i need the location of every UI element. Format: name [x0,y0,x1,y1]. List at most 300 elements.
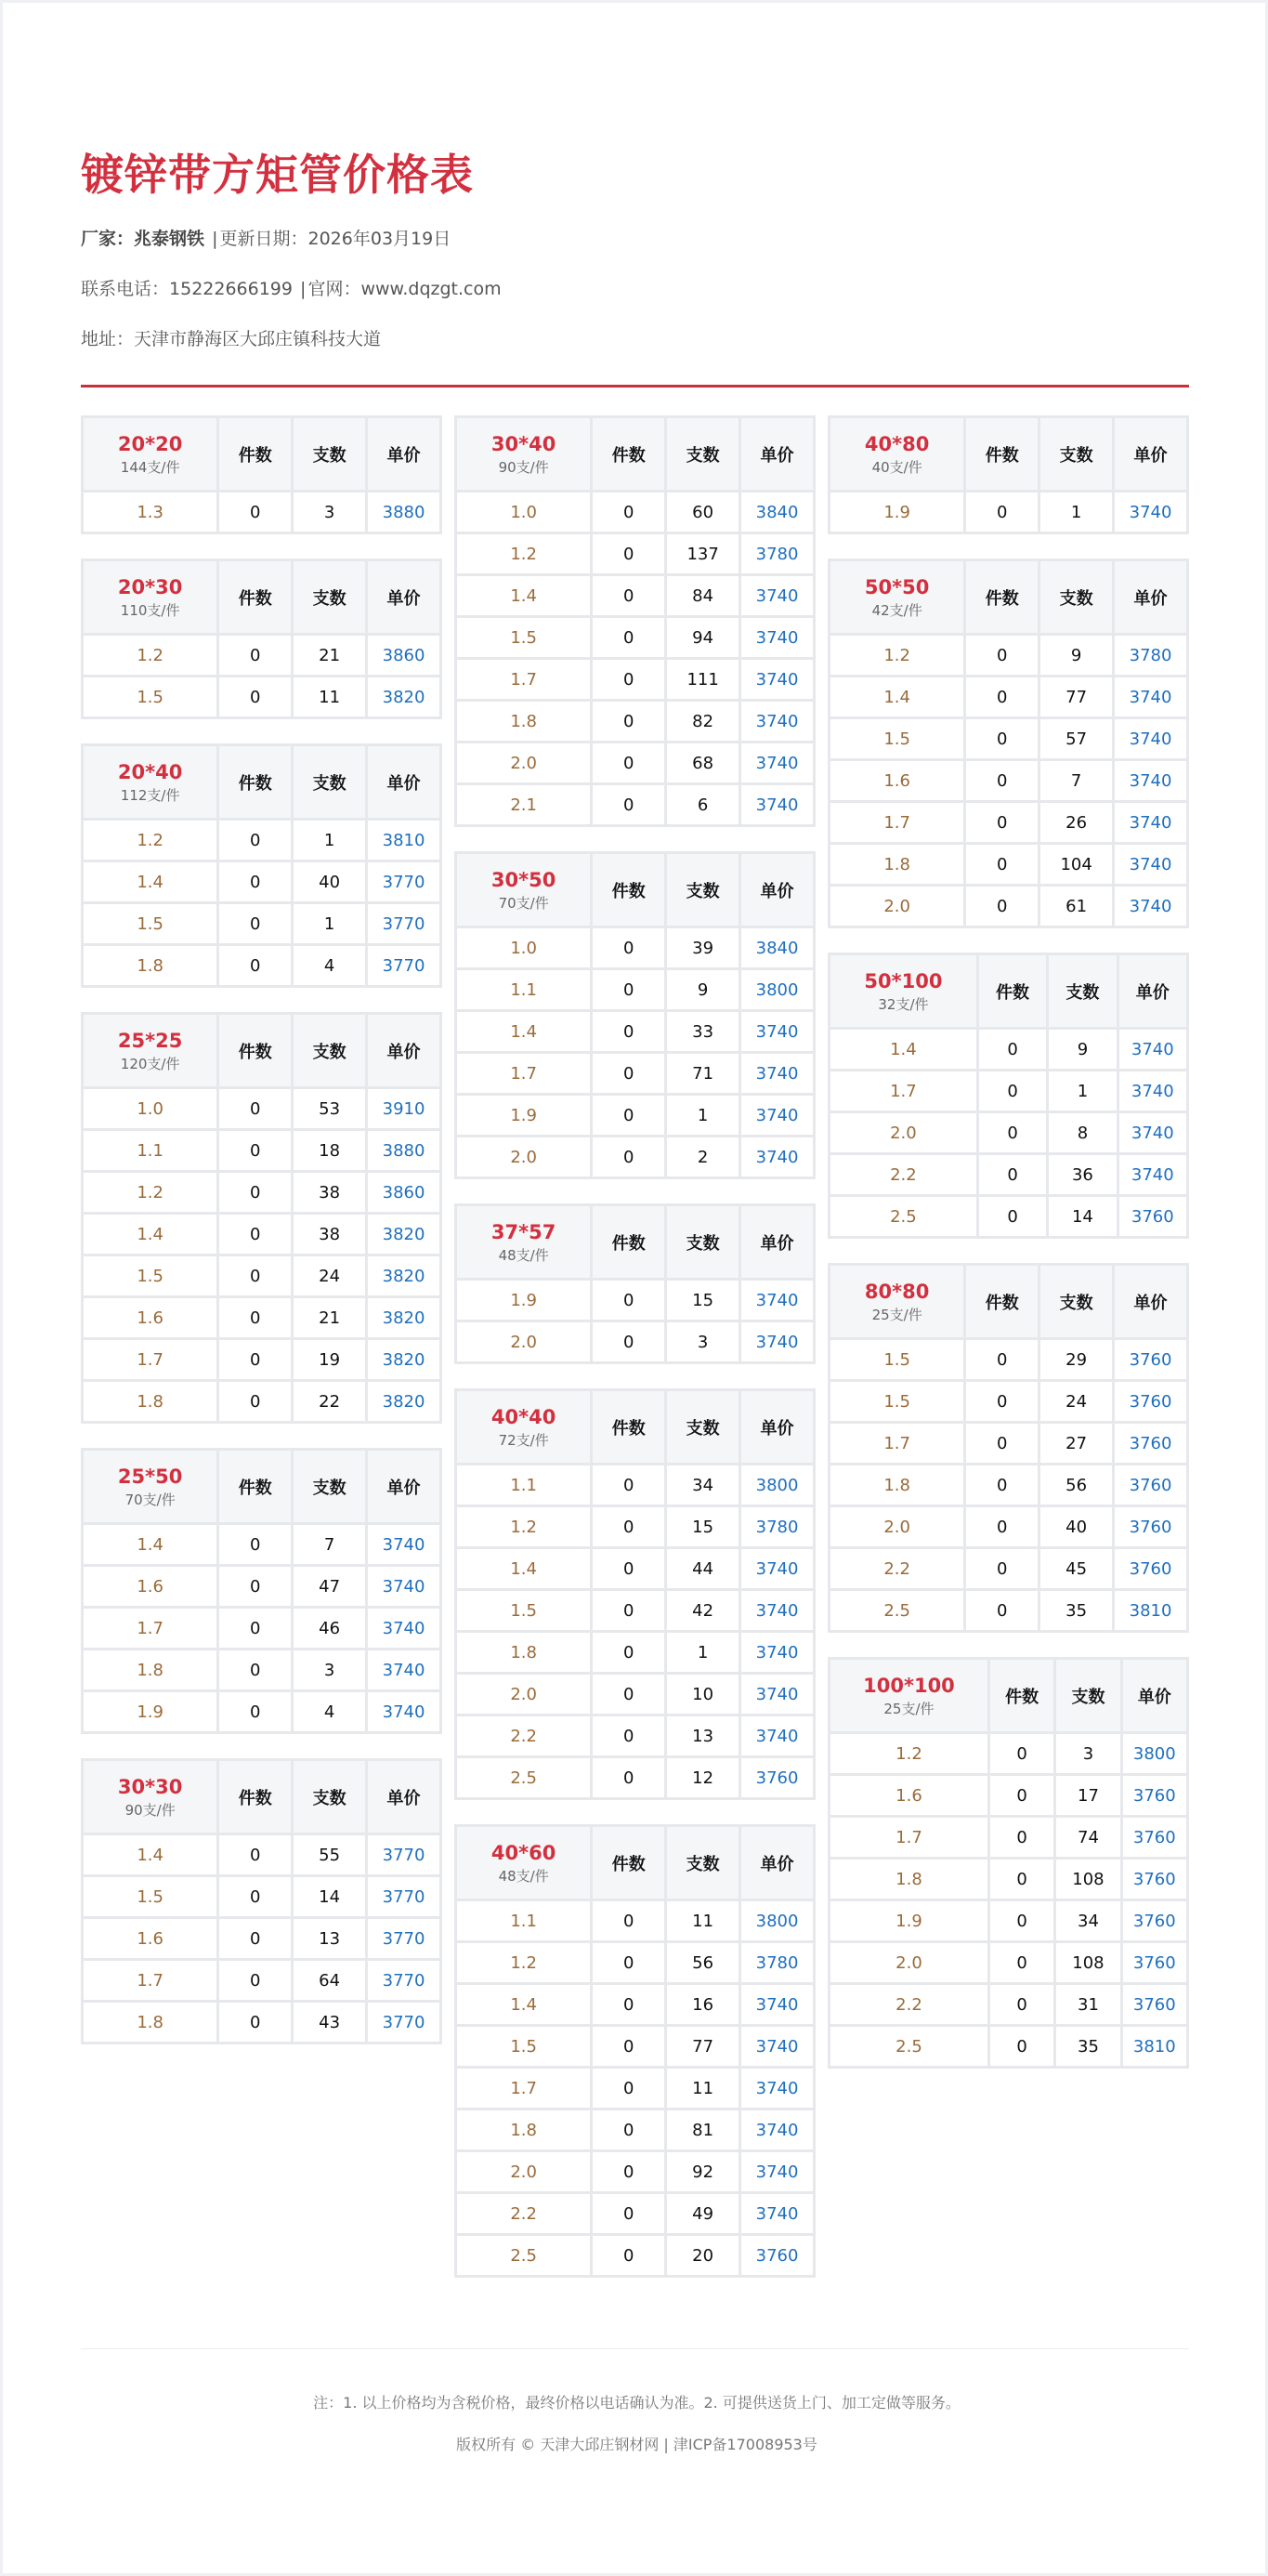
price-cell: 3740 [1115,677,1186,716]
thickness-cell: 1.4 [84,1835,216,1874]
spec-pack-qty: 32支/件 [878,995,929,1013]
thickness-cell: 1.4 [830,1030,976,1069]
pieces-cell: 0 [593,785,664,824]
count-header: 支数 [294,418,365,490]
table-header-row [84,561,439,633]
pieces-cell: 0 [979,1155,1046,1194]
price-cell: 3820 [368,1215,439,1254]
table-row [457,1012,813,1051]
count-cell: 45 [1040,1549,1112,1588]
thickness-cell: 1.7 [457,1054,590,1093]
price-cell: 3740 [1115,887,1186,926]
website-link[interactable]: www.dqzgt.com [360,279,502,299]
table-row [830,1776,1186,1815]
price-cell: 3760 [1115,1382,1186,1421]
header-divider [81,385,1189,388]
price-header: 单价 [1115,418,1186,490]
spec-size: 40*60 [490,1841,556,1864]
table-row [457,1549,813,1588]
spec-pack-qty: 48支/件 [498,1246,549,1264]
thickness-cell: 2.2 [457,2194,590,2233]
footer-copyright: 版权所有 © 天津大邱庄钢材网 | 津ICP备17008953号 [456,2436,817,2453]
count-cell: 47 [294,1567,365,1606]
pieces-header: 件数 [966,418,1038,490]
spec-header-cell [457,854,590,926]
table-header-row [830,1266,1186,1337]
pieces-cell: 0 [219,1609,291,1648]
price-cell: 3770 [368,862,439,901]
pieces-cell: 0 [966,1507,1038,1546]
thickness-cell: 2.2 [830,1155,976,1194]
price-cell: 3740 [1115,493,1186,532]
count-cell: 9 [1040,636,1112,675]
spec-pack-qty: 112支/件 [120,786,180,804]
table-row [830,1985,1186,2024]
thickness-cell: 1.4 [457,1549,590,1588]
thickness-cell: 1.4 [457,1012,590,1051]
footer-note: 注：1. 以上价格均为含税价格，最终价格以电话确认为准。2. 可提供送货上门、加工定做等服务。 [313,2394,961,2412]
count-header: 支数 [294,561,365,633]
price-cell: 3740 [741,1716,813,1755]
thickness-cell: 1.1 [457,1901,590,1940]
table-row [830,1591,1186,1630]
thickness-cell: 1.4 [84,1215,216,1254]
price-cell: 3840 [741,928,813,967]
price-cell: 3770 [368,2003,439,2042]
count-cell: 55 [294,1835,365,1874]
pieces-cell: 0 [593,1322,664,1361]
thickness-cell: 2.0 [830,1507,963,1546]
spec-size: 25*50 [117,1465,183,1488]
table-header-row [457,1391,813,1463]
table-row [457,1758,813,1797]
thickness-cell: 1.5 [830,719,963,758]
manufacturer-label: 厂家： [81,229,135,249]
price-cell: 3740 [741,660,813,699]
count-cell: 53 [294,1089,365,1128]
table-row [830,761,1186,800]
price-cell: 3740 [741,743,813,782]
count-header: 支数 [294,746,365,818]
table-row [457,2069,813,2108]
spec-header-cell [84,1761,216,1833]
price-table [81,743,442,988]
price-cell: 3820 [368,1382,439,1421]
pieces-cell: 0 [219,493,291,532]
price-cell: 3740 [741,2152,813,2191]
count-header: 支数 [294,1015,365,1086]
thickness-cell: 1.4 [830,677,963,716]
count-cell: 56 [1040,1465,1112,1505]
table-row [457,2152,813,2191]
count-cell: 38 [294,1173,365,1212]
count-cell: 38 [294,1215,365,1254]
thickness-cell: 2.0 [457,1137,590,1176]
thickness-cell: 1.5 [84,1256,216,1295]
spec-header-cell [457,1206,590,1278]
price-header: 单价 [741,1206,813,1278]
spec-size: 80*80 [864,1280,930,1303]
table-row [830,1113,1186,1152]
thickness-cell: 1.8 [84,1650,216,1689]
price-cell: 3770 [368,904,439,943]
thickness-cell: 2.2 [830,1985,987,2024]
pieces-cell: 0 [593,2027,664,2066]
pieces-cell: 0 [593,1096,664,1135]
table-row [457,660,813,699]
pieces-cell: 0 [966,1424,1038,1463]
thickness-cell: 1.0 [84,1089,216,1128]
spec-header-cell [830,955,976,1027]
table-row [830,493,1186,532]
spec-pack-qty: 120支/件 [120,1055,180,1072]
pieces-cell: 0 [966,1340,1038,1379]
thickness-cell: 1.8 [457,702,590,741]
pieces-header: 件数 [219,746,291,818]
pieces-cell: 0 [593,702,664,741]
price-cell: 3820 [368,1256,439,1295]
count-cell: 6 [667,785,739,824]
count-cell: 4 [294,1692,365,1731]
thickness-cell: 1.2 [830,636,963,675]
price-cell: 3740 [1115,761,1186,800]
thickness-cell: 1.9 [457,1281,590,1320]
thickness-cell: 1.6 [830,761,963,800]
table-row [830,845,1186,884]
thickness-cell: 1.1 [457,1465,590,1505]
price-cell: 3810 [1123,2027,1186,2066]
thickness-cell: 1.2 [457,1507,590,1546]
count-cell: 61 [1040,887,1112,926]
spec-size: 20*30 [117,575,183,598]
pieces-cell: 0 [593,1054,664,1093]
pieces-cell: 0 [966,803,1038,842]
count-cell: 43 [294,2003,365,2042]
thickness-cell: 1.8 [84,2003,216,2042]
price-header: 单价 [741,418,813,490]
spec-pack-qty: 110支/件 [120,601,180,619]
table-row [457,743,813,782]
pieces-cell: 0 [219,1692,291,1731]
pieces-cell: 0 [979,1113,1046,1152]
pieces-cell: 0 [593,1281,664,1320]
pieces-cell: 0 [219,1525,291,1564]
update-label: 更新日期： [219,229,308,249]
price-header: 单价 [368,418,439,490]
count-cell: 1 [667,1096,739,1135]
table-header-row [84,1451,439,1522]
count-header: 支数 [1040,1266,1112,1337]
table-header-row [84,1761,439,1833]
spec-header-cell [457,418,590,490]
price-table [81,415,442,534]
count-cell: 36 [1049,1155,1116,1194]
count-header: 支数 [667,854,739,926]
count-cell: 4 [294,946,365,985]
price-cell: 3740 [741,1549,813,1588]
count-header: 支数 [1049,955,1116,1027]
count-header: 支数 [1056,1660,1119,1731]
spec-header-cell [84,418,216,490]
pieces-cell: 0 [593,1633,664,1672]
thickness-cell: 1.5 [830,1340,963,1379]
footer-divider [81,2348,1189,2349]
price-table [81,1012,442,1424]
table-header-row [457,418,813,490]
table-row [84,904,439,943]
pieces-cell: 0 [979,1197,1046,1236]
table-row [84,1567,439,1606]
thickness-cell: 2.0 [830,1113,976,1152]
count-cell: 21 [294,1298,365,1337]
count-cell: 13 [294,1919,365,1958]
pieces-cell: 0 [593,493,664,532]
count-cell: 26 [1040,803,1112,842]
price-cell: 3760 [1123,1776,1186,1815]
count-header: 支数 [667,418,739,490]
table-row [830,1901,1186,1940]
separator: | [212,229,218,249]
price-cell: 3910 [368,1089,439,1128]
spec-header-cell [84,561,216,633]
table-row [84,493,439,532]
table-header-row [830,1660,1186,1731]
price-cell: 3860 [368,1173,439,1212]
price-header: 单价 [1123,1660,1186,1731]
table-row [457,928,813,967]
count-cell: 137 [667,534,739,573]
phone-number[interactable]: 15222666199 [169,279,293,299]
pieces-cell: 0 [966,719,1038,758]
price-table [454,1203,816,1364]
pieces-header: 件数 [219,561,291,633]
count-cell: 1 [294,821,365,860]
thickness-cell: 1.9 [830,493,963,532]
price-cell: 3740 [741,1281,813,1320]
thickness-cell: 2.5 [457,2236,590,2275]
table-row [457,2027,813,2066]
pieces-cell: 0 [219,1835,291,1874]
price-cell: 3760 [1115,1549,1186,1588]
pieces-cell: 0 [593,2069,664,2108]
price-cell: 3740 [741,1096,813,1135]
table-row [84,1131,439,1170]
thickness-cell: 2.5 [830,1591,963,1630]
thickness-cell: 1.7 [84,1961,216,2000]
price-cell: 3740 [741,785,813,824]
table-row [830,803,1186,842]
table-row [84,1835,439,1874]
count-cell: 21 [294,636,365,675]
price-table [828,953,1189,1239]
table-row [457,1716,813,1755]
pieces-cell: 0 [966,761,1038,800]
thickness-cell: 1.8 [830,1860,987,1899]
pieces-cell: 0 [593,1507,664,1546]
price-cell: 3760 [1115,1424,1186,1463]
pieces-cell: 0 [990,1734,1053,1773]
pieces-header: 件数 [219,418,291,490]
price-cell: 3760 [1115,1507,1186,1546]
count-cell: 13 [667,1716,739,1755]
price-cell: 3780 [741,534,813,573]
pieces-cell: 0 [593,1758,664,1797]
count-cell: 22 [294,1382,365,1421]
count-cell: 8 [1049,1113,1116,1152]
price-cell: 3740 [741,1675,813,1714]
table-row [457,1465,813,1505]
page-header [81,142,1189,350]
price-table [81,1758,442,2044]
table-row [457,1633,813,1672]
page-title: 镀锌带方矩管价格表 [81,150,474,200]
table-row [457,618,813,657]
thickness-cell: 1.5 [457,2027,590,2066]
table-row [457,1985,813,2024]
price-cell: 3760 [741,2236,813,2275]
thickness-cell: 2.5 [830,2027,987,2066]
price-cell: 3800 [741,1901,813,1940]
thickness-cell: 2.0 [457,2152,590,2191]
price-cell: 3740 [368,1650,439,1689]
price-header: 单价 [368,1015,439,1086]
price-cell: 3760 [1115,1465,1186,1505]
thickness-cell: 2.1 [457,785,590,824]
table-row [457,785,813,824]
price-header: 单价 [741,854,813,926]
count-cell: 31 [1056,1985,1119,2024]
spec-header-cell [830,1266,963,1337]
price-cell: 3770 [368,1919,439,1958]
spec-header-cell [457,1827,590,1899]
price-cell: 3880 [368,1131,439,1170]
price-header: 单价 [1119,955,1186,1027]
spec-header-cell [84,746,216,818]
table-row [830,1734,1186,1773]
count-cell: 35 [1056,2027,1119,2066]
price-cell: 3740 [368,1525,439,1564]
count-cell: 77 [667,2027,739,2066]
price-header: 单价 [1115,1266,1186,1337]
pieces-cell: 0 [593,1591,664,1630]
price-cell: 3840 [741,493,813,532]
count-header: 支数 [1040,418,1112,490]
spec-size: 20*40 [117,760,183,783]
table-row [830,887,1186,926]
price-cell: 3760 [1123,1943,1186,1982]
thickness-cell: 1.9 [457,1096,590,1135]
pieces-header: 件数 [593,1206,664,1278]
price-cell: 3740 [741,1591,813,1630]
page-container [3,3,1265,2573]
thickness-cell: 1.4 [84,862,216,901]
price-cell: 3800 [1123,1734,1186,1773]
table-row [84,1650,439,1689]
pieces-cell: 0 [219,1298,291,1337]
pieces-cell: 0 [219,904,291,943]
price-cell: 3770 [368,1835,439,1874]
price-cell: 3740 [1119,1071,1186,1111]
table-row [84,1877,439,1916]
price-cell: 3740 [741,2069,813,2108]
thickness-cell: 1.7 [457,660,590,699]
pieces-cell: 0 [990,2027,1053,2066]
pieces-cell: 0 [593,2152,664,2191]
pieces-header: 件数 [990,1660,1053,1731]
price-cell: 3740 [741,1054,813,1093]
price-cell: 3820 [368,1298,439,1337]
price-table [454,1824,816,2278]
table-header-row [84,746,439,818]
count-cell: 64 [294,1961,365,2000]
count-cell: 34 [667,1465,739,1505]
price-cell: 3810 [1115,1591,1186,1630]
address-line [81,328,1189,350]
count-cell: 57 [1040,719,1112,758]
table-row [830,2027,1186,2066]
price-cell: 3740 [741,2027,813,2066]
count-cell: 42 [667,1591,739,1630]
table-row [84,1340,439,1379]
count-cell: 92 [667,2152,739,2191]
pieces-cell: 0 [990,1943,1053,1982]
spec-header-cell [830,1660,987,1731]
price-cell: 3760 [741,1758,813,1797]
count-cell: 3 [294,493,365,532]
pieces-cell: 0 [219,1567,291,1606]
pieces-cell: 0 [593,970,664,1009]
table-row [457,493,813,532]
table-row [457,1591,813,1630]
table-row [457,1675,813,1714]
thickness-cell: 1.6 [830,1776,987,1815]
count-cell: 18 [294,1131,365,1170]
pieces-cell: 0 [966,636,1038,675]
spec-size: 25*25 [117,1029,183,1052]
table-header-row [457,854,813,926]
pieces-header: 件数 [966,1266,1038,1337]
count-cell: 14 [294,1877,365,1916]
count-cell: 11 [667,2069,739,2108]
thickness-cell: 1.6 [84,1567,216,1606]
price-table [828,415,1189,534]
thickness-cell: 2.0 [830,887,963,926]
count-cell: 71 [667,1054,739,1093]
count-cell: 14 [1049,1197,1116,1236]
spec-size: 30*50 [490,868,556,891]
pieces-cell: 0 [990,1985,1053,2024]
thickness-cell: 1.6 [84,1919,216,1958]
pieces-cell: 0 [966,677,1038,716]
pieces-cell: 0 [219,677,291,716]
thickness-cell: 2.2 [457,1716,590,1755]
price-cell: 3860 [368,636,439,675]
spec-pack-qty: 48支/件 [498,1867,549,1885]
count-cell: 19 [294,1340,365,1379]
count-cell: 60 [667,493,739,532]
price-header: 单价 [741,1391,813,1463]
pieces-cell: 0 [593,534,664,573]
count-header: 支数 [667,1206,739,1278]
price-header: 单价 [368,1761,439,1833]
count-cell: 77 [1040,677,1112,716]
count-cell: 1 [294,904,365,943]
spec-header-cell [830,418,963,490]
price-table [828,1657,1189,2069]
pieces-cell: 0 [219,1340,291,1379]
spec-size: 30*30 [117,1775,183,1798]
table-row [457,1901,813,1940]
